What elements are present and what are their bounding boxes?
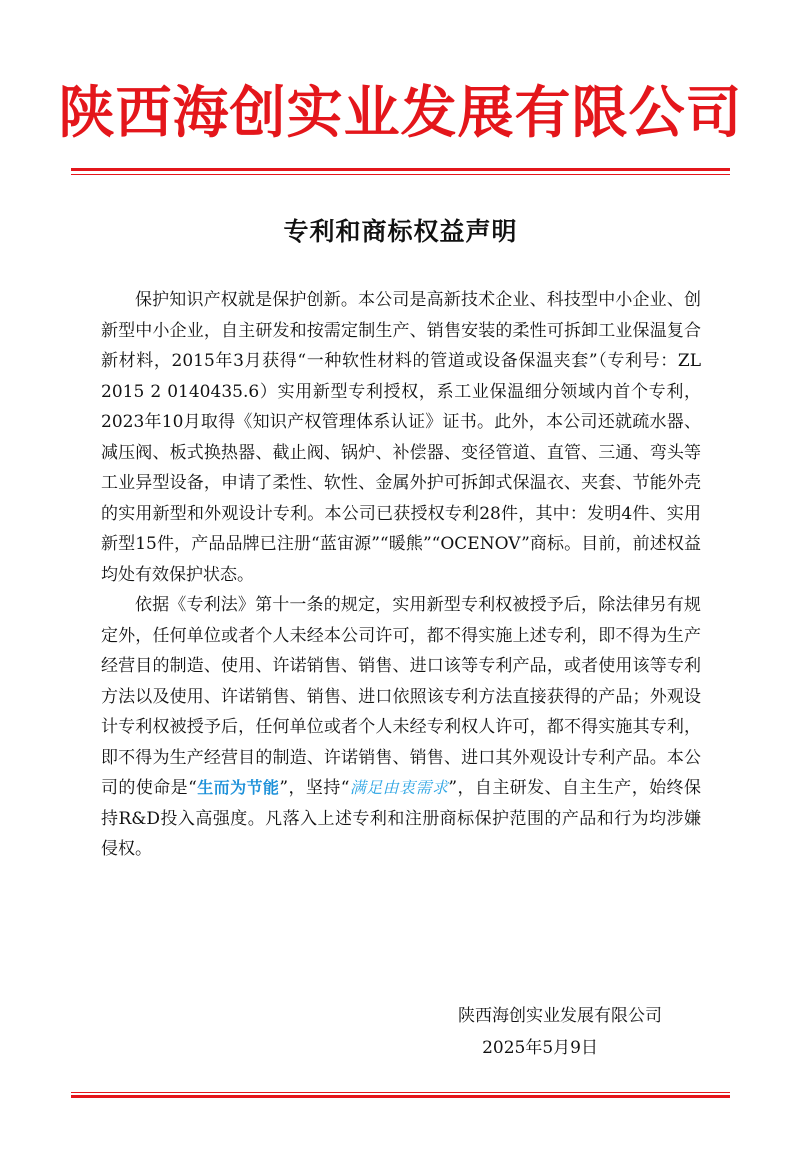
paragraph-2 — [101, 590, 701, 865]
letterhead-company-name: 陕西海创实业发展有限公司 — [58, 80, 743, 146]
paragraph-2-text-a: 依据《专利法》第十一条的规定，实用新型专利权被授予后，除法律另有规定外，任何单位或者个人未经本公司许可，都不得实施上述专利，即不得为生产经营目的制造、使用、许诺销售、销售、进口该等专利产品，或者使用该等专利方法以及使用、许诺销售、销售、进口依照该专利方法直接获得的产品；外观设计专利权被授予后，任何单位或者个人未经专利权人许可，都不得实施其专利，即不得为生产经营目的制造、许诺销售、销售、进口其外观设计专利产品。本公司的使命是“ — [101, 595, 701, 798]
signoff-date: 2025年5月9日 — [482, 1038, 598, 1058]
slogan-logo-2: 满足由衷需求 — [349, 778, 449, 797]
document-title: 专利和商标权益声明 — [283, 217, 518, 246]
slogan-logo-1: 生而为节能 — [196, 778, 280, 797]
letterhead-divider-thick — [71, 168, 730, 171]
footer-divider-thick — [71, 1095, 730, 1098]
letterhead-divider-thin — [71, 174, 730, 175]
paragraph-2-text-c: ”，自主研发、自主生产，始终保持R&D投入高强度。凡落入上述专利和注册商标保护范围的产品和行为均涉嫌侵权。 — [101, 778, 701, 859]
paragraph-1: 保护知识产权就是保护创新。本公司是高新技术企业、科技型中小企业、创新型中小企业，自主研发和按需定制生产、销售安装的柔性可拆卸工业保温复合新材料，2015年3月获得“一种软性材料的管道或设备保温夹套”（专利号：ZL 2015 2 0140435.6）实用新型专利授权，系工业保温细分领域内首个专利，2023年10月取得《知识产权管理体系认证》证书。此外，本公司还就疏水器、减压阀、板式换热器、截止阀、锅炉、补偿器、变径管道、直管、三通、弯头等工业异型设备，申请了柔性、软性、金属外护可拆卸式保温衣、夹套、节能外壳的实用新型和外观设计专利。本公司已获授权专利28件，其中：发明4件、实用新型15件，产品品牌已注册“蓝宙源”“暖熊”“OCENOV”商标。目前，前述权益均处有效保护状态。 — [101, 290, 701, 585]
footer-divider-thin — [71, 1092, 730, 1093]
paragraph-2-text-b: ”，坚持“ — [279, 778, 350, 798]
signoff-company: 陕西海创实业发展有限公司 — [458, 1006, 662, 1026]
document-body — [101, 285, 701, 865]
